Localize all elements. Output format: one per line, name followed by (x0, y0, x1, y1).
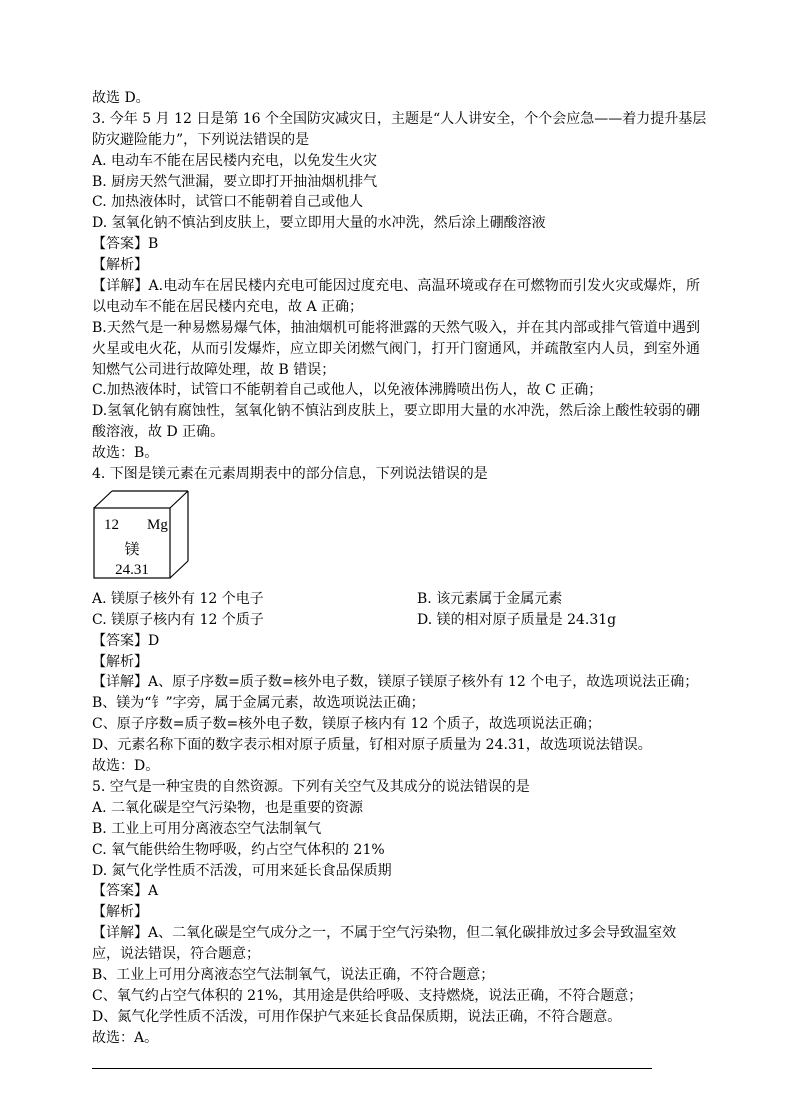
q3-explanation-line: 以电动车不能在居民楼内充电，故 A 正确； (92, 298, 364, 315)
q3-option-b: B. 厨房天然气泄漏，要立即打开抽油烟机排气 (92, 173, 378, 190)
cube-edge (170, 561, 188, 578)
q4-options-row-2 (92, 610, 702, 631)
footer-rule (92, 1068, 652, 1069)
q5-explanation-line: C、氧气约占空气体积的 21%，其用途是供给呼吸、支持燃烧，说法正确，不符合题意； (92, 987, 643, 1004)
q5-analysis-label: 【解析】 (92, 904, 148, 921)
element-card-figure (92, 485, 702, 589)
q4-option-a: A. 镁原子核外有 12 个电子 (92, 590, 264, 607)
element-relative-atomic-mass: 24.31 (115, 561, 149, 578)
q3-option-a: A. 电动车不能在居民楼内充电，以免发生火灾 (92, 152, 378, 169)
q5-option-b: B. 工业上可用分离液态空气法制氧气 (92, 820, 322, 837)
q4-stem: 4. 下图是镁元素在元素周期表中的部分信息，下列说法错误的是 (92, 466, 488, 483)
q3-explanation-line: 【详解】A.电动车在居民楼内充电可能因过度充电、高温环境或存在可燃物而引发火灾或爆炸，所 (92, 278, 700, 295)
q5-option-c: C. 氧气能供给生物呼吸，约占空气体积的 21% (92, 841, 385, 858)
q4-explanation-line: D、元素名称下面的数字表示相对原子质量，钌相对原子质量为 24.31，故选项说法错误。 (92, 737, 652, 754)
document-body (92, 88, 707, 1049)
cube-edge (170, 491, 188, 508)
q3-explanation-line: 知燃气公司进行故障处理，故 B 错误； (92, 361, 336, 378)
q4-option-c: C. 镁原子核内有 12 个质子 (92, 611, 264, 628)
q5-explanation-line: 应，说法错误，符合题意； (92, 946, 260, 963)
q4-conclusion: 故选：D。 (92, 758, 160, 775)
q3-explanation-line: 火星或电火花，从而引发爆炸，应立即关闭燃气阀门，打开门窗通风，并疏散室内人员，到室外通 (92, 340, 700, 357)
q4-explanation-line: B、镁为“钅”字旁，属于金属元素，故选项说法正确； (92, 695, 425, 712)
q4-answer: 【答案】D (92, 632, 160, 649)
element-card-cube (92, 485, 192, 585)
q3-stem-line-1: 3. 今年 5 月 12 日是第 16 个全国防灾减灾日，主题是“人人讲安全，个个会应急——着力提升基层 (92, 110, 707, 127)
q4-options-row-1 (92, 589, 702, 610)
q5-conclusion: 故选：A。 (92, 1029, 159, 1046)
q5-explanation-line: B、工业上可用分离液态空气法制氧气，说法正确，不符合题意； (92, 966, 495, 983)
q3-explanation-line: C.加热液体时，试管口不能朝着自己或他人，以免液体沸腾喷出伤人，故 C 正确； (92, 382, 603, 399)
q3-explanation-line: D.氢氧化钠有腐蚀性，氢氧化钠不慎沾到皮肤上，要立即用大量的水冲洗，然后涂上酸性较弱的硼 (92, 403, 700, 420)
q4-analysis-label: 【解析】 (92, 653, 148, 670)
q3-stem-line-2: 防灾避险能力”，下列说法错误的是 (92, 131, 310, 148)
q5-option-a: A. 二氧化碳是空气污染物，也是重要的资源 (92, 799, 364, 816)
q3-explanation-line: 酸溶液，故 D 正确。 (92, 424, 225, 441)
q5-answer: 【答案】A (92, 883, 159, 900)
element-name: 镁 (124, 541, 140, 558)
q5-explanation-line: 【详解】A、二氧化碳是空气成分之一，不属于空气污染物，但二氧化碳排放过多会导致温室效 (92, 925, 677, 942)
q3-option-d: D. 氢氧化钠不慎沾到皮肤上，要立即用大量的水冲洗，然后涂上硼酸溶液 (92, 215, 546, 232)
q4-explanation-line: 【详解】A、原子序数=质子数=核外电子数，镁原子镁原子核外有 12 个电子，故选项说法正确； (92, 674, 699, 691)
element-atomic-number: 12 (104, 516, 119, 533)
q4-explanation-line: C、原子序数=质子数=核外电子数，镁原子核内有 12 个质子，故选项说法正确； (92, 716, 601, 733)
q3-option-c: C. 加热液体时，试管口不能朝着自己或他人 (92, 194, 364, 211)
q4-option-b: B. 该元素属于金属元素 (417, 590, 563, 607)
cube-edge (94, 491, 112, 508)
element-symbol: Mg (147, 516, 168, 533)
q5-stem: 5. 空气是一种宝贵的自然资源。下列有关空气及其成分的说法错误的是 (92, 778, 530, 795)
q4-option-d: D. 镁的相对原子质量是 24.31g (417, 611, 617, 628)
q3-explanation-line: B.天然气是一种易燃易爆气体，抽油烟机可能将泄露的天然气吸入，并在其内部或排气管道中遇到 (92, 319, 700, 336)
q2-conclusion: 故选 D。 (92, 90, 150, 106)
q5-explanation-line: D、氮气化学性质不活泼，可用作保护气来延长食品保质期，说法正确，不符合题意。 (92, 1008, 622, 1025)
q5-option-d: D. 氮气化学性质不活泼，可用来延长食品保质期 (92, 862, 392, 879)
q3-conclusion: 故选：B。 (92, 445, 159, 462)
q3-answer: 【答案】B (92, 236, 159, 253)
q3-analysis-label: 【解析】 (92, 257, 148, 274)
